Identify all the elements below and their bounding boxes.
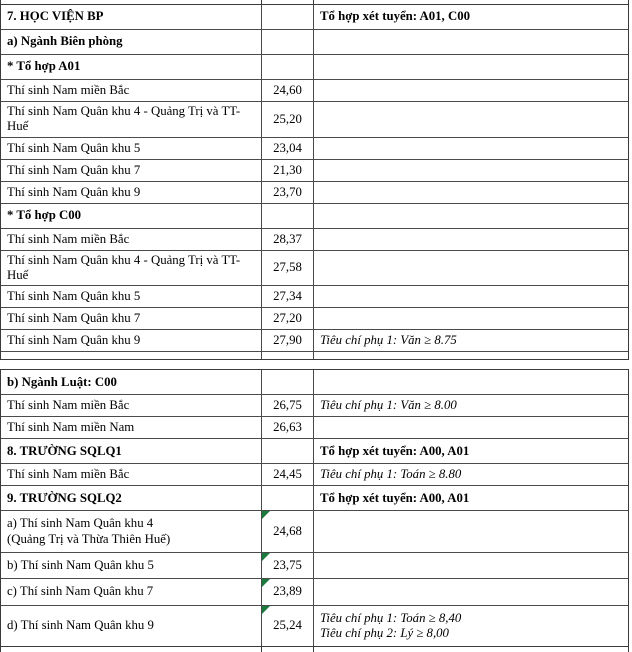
label-cell bbox=[1, 511, 262, 552]
score-cell bbox=[262, 160, 314, 181]
row-label: Thí sinh Nam miền Bắc bbox=[7, 398, 130, 413]
label-cell bbox=[1, 308, 262, 329]
label-cell bbox=[1, 251, 262, 286]
note-cell bbox=[314, 439, 628, 463]
table-row bbox=[1, 138, 628, 160]
score-cell bbox=[262, 439, 314, 463]
table-row bbox=[1, 606, 628, 647]
table-row bbox=[1, 160, 628, 182]
label-cell bbox=[1, 55, 262, 79]
label-cell bbox=[1, 579, 262, 604]
score-cell bbox=[262, 138, 314, 159]
secondary-criteria-note: Tiêu chí phụ 1: Toán ≥ 8,40 bbox=[320, 610, 462, 625]
score-value: 24,60 bbox=[273, 82, 302, 97]
score-value: 26,75 bbox=[273, 398, 302, 413]
label-cell bbox=[1, 286, 262, 307]
note-cell bbox=[314, 308, 628, 329]
score-cell bbox=[262, 579, 314, 604]
table-row bbox=[1, 439, 628, 464]
score-cell bbox=[262, 606, 314, 647]
note-cell bbox=[314, 553, 628, 578]
row-label: 9. TRƯỜNG SQLQ2 bbox=[7, 490, 122, 505]
score-cell bbox=[262, 352, 314, 359]
secondary-criteria-note: Tiêu chí phụ 1: Toán ≥ 8.80 bbox=[320, 467, 462, 482]
scores-table-hoc-vien-bp bbox=[0, 4, 629, 360]
row-label: Thí sinh Nam Quân khu 5 bbox=[7, 140, 141, 155]
score-cell bbox=[262, 370, 314, 394]
comment-marker-icon bbox=[262, 579, 270, 587]
label-cell bbox=[1, 5, 262, 29]
score-value: 25,20 bbox=[273, 111, 302, 126]
table-row bbox=[1, 251, 628, 287]
score-cell bbox=[262, 204, 314, 228]
note-cell bbox=[314, 80, 628, 101]
note-cell bbox=[314, 138, 628, 159]
label-cell bbox=[1, 138, 262, 159]
row-label: Thí sinh Nam miền Nam bbox=[7, 420, 135, 435]
score-value: 24,68 bbox=[273, 524, 302, 539]
admission-combination-note: Tổ hợp xét tuyển: A00, A01 bbox=[320, 490, 470, 505]
score-cell bbox=[262, 553, 314, 578]
note-cell bbox=[314, 229, 628, 250]
score-value: 27,58 bbox=[273, 260, 302, 275]
row-label: Thí sinh Nam miền Bắc bbox=[7, 82, 130, 97]
score-value: 23,89 bbox=[273, 584, 302, 599]
table-row bbox=[1, 80, 628, 102]
label-cell bbox=[1, 439, 262, 463]
cutoff-cell bbox=[1, 0, 262, 4]
score-cell bbox=[262, 182, 314, 203]
score-cell bbox=[262, 330, 314, 351]
score-tables-container bbox=[0, 4, 632, 647]
cutoff-row-bottom bbox=[0, 647, 629, 652]
score-cell bbox=[262, 80, 314, 101]
scores-table-nganh-luat-va-truong-sqlq bbox=[0, 369, 629, 647]
table-row bbox=[1, 102, 628, 138]
cutoff-cell bbox=[314, 647, 628, 652]
score-cell bbox=[262, 251, 314, 286]
table-row bbox=[1, 511, 628, 553]
row-label: Thí sinh Nam Quân khu 4 - Quảng Trị và TT-Huế bbox=[7, 104, 241, 134]
row-label: d) Thí sinh Nam Quân khu 9 bbox=[7, 618, 154, 633]
cutoff-cell bbox=[262, 0, 314, 4]
table-row bbox=[1, 486, 628, 511]
label-cell bbox=[1, 464, 262, 485]
label-cell bbox=[1, 486, 262, 510]
table-row bbox=[1, 204, 628, 229]
score-cell bbox=[262, 486, 314, 510]
score-cell bbox=[262, 308, 314, 329]
label-cell bbox=[1, 330, 262, 351]
secondary-criteria-note: Tiêu chí phụ 1: Văn ≥ 8.75 bbox=[320, 333, 457, 348]
label-cell bbox=[1, 370, 262, 394]
score-value: 23,75 bbox=[273, 558, 302, 573]
label-cell bbox=[1, 229, 262, 250]
table-row bbox=[1, 417, 628, 439]
table-row bbox=[1, 553, 628, 579]
row-label: Thí sinh Nam miền Bắc bbox=[7, 231, 130, 246]
score-value: 27,20 bbox=[273, 311, 302, 326]
table-row bbox=[1, 286, 628, 308]
note-cell bbox=[314, 55, 628, 79]
note-cell bbox=[314, 370, 628, 394]
label-cell bbox=[1, 160, 262, 181]
score-value: 27,34 bbox=[273, 289, 302, 304]
score-cell bbox=[262, 464, 314, 485]
label-cell bbox=[1, 417, 262, 438]
note-cell bbox=[314, 330, 628, 351]
label-cell bbox=[1, 204, 262, 228]
row-label: Thí sinh Nam Quân khu 5 bbox=[7, 289, 141, 304]
note-cell bbox=[314, 286, 628, 307]
empty-strip-row bbox=[1, 352, 628, 359]
table-row bbox=[1, 464, 628, 486]
table-row bbox=[1, 395, 628, 417]
note-cell bbox=[314, 102, 628, 137]
row-label: 7. HỌC VIỆN BP bbox=[7, 9, 104, 24]
label-cell bbox=[1, 606, 262, 647]
table-row bbox=[1, 55, 628, 80]
row-label: * Tổ hợp C00 bbox=[7, 208, 82, 223]
row-label: Thí sinh Nam Quân khu 9 bbox=[7, 333, 141, 348]
secondary-criteria-note: Tiêu chí phụ 1: Văn ≥ 8.00 bbox=[320, 398, 457, 413]
row-label-line: a) Thí sinh Nam Quân khu 4 bbox=[7, 516, 154, 531]
note-cell bbox=[314, 204, 628, 228]
note-cell bbox=[314, 606, 628, 647]
score-cell bbox=[262, 5, 314, 29]
cutoff-row-top bbox=[0, 0, 629, 4]
table-row bbox=[1, 229, 628, 251]
score-cell bbox=[262, 30, 314, 54]
note-cell bbox=[314, 464, 628, 485]
score-value: 23,04 bbox=[273, 140, 302, 155]
row-label: 8. TRƯỜNG SQLQ1 bbox=[7, 443, 122, 458]
row-label: a) Ngành Biên phòng bbox=[7, 34, 123, 49]
score-value: 24,45 bbox=[273, 467, 302, 482]
table-row bbox=[1, 330, 628, 352]
label-cell bbox=[1, 395, 262, 416]
note-cell bbox=[314, 160, 628, 181]
label-cell bbox=[1, 30, 262, 54]
row-label: Thí sinh Nam Quân khu 7 bbox=[7, 311, 141, 326]
row-label: c) Thí sinh Nam Quân khu 7 bbox=[7, 584, 154, 599]
note-cell bbox=[314, 352, 628, 359]
score-value: 28,37 bbox=[273, 231, 302, 246]
note-cell bbox=[314, 5, 628, 29]
note-cell bbox=[314, 579, 628, 604]
comment-marker-icon bbox=[262, 553, 270, 561]
score-value: 27,90 bbox=[273, 333, 302, 348]
comment-marker-icon bbox=[262, 606, 270, 614]
row-label: Thí sinh Nam Quân khu 9 bbox=[7, 184, 141, 199]
admission-combination-note: Tổ hợp xét tuyển: A01, C00 bbox=[320, 9, 470, 24]
label-cell bbox=[1, 352, 262, 359]
cutoff-cell bbox=[262, 647, 314, 652]
score-value: 21,30 bbox=[273, 162, 302, 177]
note-cell bbox=[314, 30, 628, 54]
score-value: 25,24 bbox=[273, 618, 302, 633]
note-cell bbox=[314, 182, 628, 203]
row-label: Thí sinh Nam Quân khu 7 bbox=[7, 162, 141, 177]
row-label bbox=[7, 516, 170, 547]
score-cell bbox=[262, 55, 314, 79]
cutoff-cell bbox=[314, 0, 628, 4]
row-label: Thí sinh Nam Quân khu 4 - Quảng Trị và TT-Huế bbox=[7, 252, 241, 283]
label-cell bbox=[1, 102, 262, 137]
label-cell bbox=[1, 553, 262, 578]
row-label: b) Thí sinh Nam Quân khu 5 bbox=[7, 558, 154, 573]
score-cell bbox=[262, 102, 314, 137]
table-row bbox=[1, 308, 628, 330]
table-row bbox=[1, 370, 628, 395]
row-label-line: (Quảng Trị và Thừa Thiên Huế) bbox=[7, 531, 171, 546]
score-value: 26,63 bbox=[273, 420, 302, 435]
note-cell bbox=[314, 511, 628, 552]
table-row bbox=[1, 5, 628, 30]
note-cell bbox=[314, 486, 628, 510]
row-label: b) Ngành Luật: C00 bbox=[7, 374, 117, 389]
row-label: * Tổ hợp A01 bbox=[7, 59, 81, 74]
label-cell bbox=[1, 80, 262, 101]
score-value: 23,70 bbox=[273, 184, 302, 199]
note-cell bbox=[314, 417, 628, 438]
score-cell bbox=[262, 395, 314, 416]
admission-combination-note: Tổ hợp xét tuyển: A00, A01 bbox=[320, 443, 470, 458]
table-row bbox=[1, 182, 628, 204]
score-cell bbox=[262, 511, 314, 552]
row-label: Thí sinh Nam miền Bắc bbox=[7, 467, 130, 482]
table-row bbox=[1, 30, 628, 55]
label-cell bbox=[1, 182, 262, 203]
table-gap bbox=[0, 360, 632, 369]
cutoff-cell bbox=[1, 647, 262, 652]
table-row bbox=[1, 579, 628, 605]
secondary-criteria-note: Tiêu chí phụ 2: Lý ≥ 8,00 bbox=[320, 626, 449, 641]
score-cell bbox=[262, 229, 314, 250]
note-cell bbox=[314, 251, 628, 286]
score-cell bbox=[262, 417, 314, 438]
note-cell bbox=[314, 395, 628, 416]
score-cell bbox=[262, 286, 314, 307]
comment-marker-icon bbox=[262, 511, 270, 519]
